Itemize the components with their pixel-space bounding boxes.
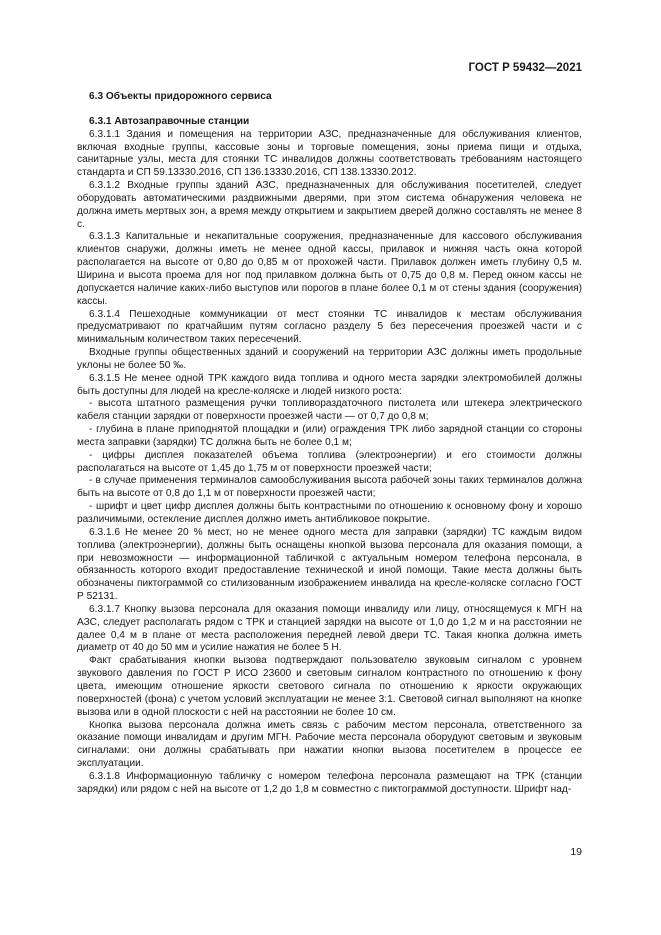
paragraph: 6.3.1.6 Не менее 20 % мест, но не менее одного места для заправки (зарядки) ТС каждым видом топлива (электроэнергии), должны быть оснащены кнопкой вызова персонала для оказания помощи, а при невозможности — информационной табличкой с актуальным номером телефона персонала, в обязанность которого входит предоставление технической и иной помощи. Такие места должны быть обозначены пиктограммой со стилизованным изображением инвалида на кресле-коляске согласно ГОСТ Р 52131. [77, 526, 582, 603]
paragraph: 6.3.1.8 Информационную табличку с номером телефона персонала размещают на ТРК (станции зарядки) или рядом с ней на высоте от 1,2 до 1,8 м совместно с пиктограммой доступности. Шрифт над- [77, 770, 582, 795]
document-id-header: ГОСТ Р 59432—2021 [468, 62, 582, 74]
list-item: - шрифт и цвет цифр дисплея должны быть контрастными по отношению к основному фону и хорошо различимыми, остекление дисплея должно иметь антибликовое покрытие. [77, 501, 582, 525]
paragraph: 6.3.1.5 Не менее одной ТРК каждого вида топлива и одного места зарядки электромобилей должны быть доступны для людей на кресле-коляске и людей низкого роста: [77, 372, 582, 397]
page-number: 19 [570, 846, 582, 858]
subsection-title: 6.3.1 Автозаправочные станции [89, 115, 250, 127]
paragraph: 6.3.1.2 Входные группы зданий АЗС, предназначенных для обслуживания посетителей, следует оборудовать автоматическими раздвижными дверями, при этом система обнаружения человека не должна иметь мертвых зон, а время между открытием и закрытием дверей должно составлять не менее 8 с. [77, 180, 582, 230]
list-item: - высота штатного размещения ручки топливораздаточного пистолета или штекера электрического кабеля станции зарядки от поверхности проезжей части — от 0,7 до 0,8 м; [77, 398, 582, 423]
section-title: 6.3 Объекты придорожного сервиса [89, 91, 272, 102]
paragraph: 6.3.1.3 Капитальные и некапитальные сооружения, предназначенные для кассового обслуживания клиентов снаружи, должны иметь не менее одной кассы, прилавок и нижняя часть окна которой располагается на высоте от 0,80 до 0,85 м от прохожей части. Прилавок должен иметь глубину 0,5 м. Ширина и высота проема для ног под прилавком должна быть от 0,75 до 0,8 м. Перед окном кассы не допускается наличие каких-либо выступов или порогов в плане более 0,1 м от стены здания (сооружения) кассы. [77, 231, 582, 307]
paragraph: Входные группы общественных зданий и сооружений на территории АЗС должны иметь продольные уклоны не более 50 ‰. [77, 347, 582, 371]
document-body [77, 90, 582, 797]
paragraph: 6.3.1.7 Кнопку вызова персонала для оказания помощи инвалиду или лицу, относящемуся к МГН на АЗС, следует располагать рядом с ТРК и станцией зарядки на высоте от 1,0 до 1,2 м и на расстоянии не далее 0,4 м в плане от места расположения передней левой двери ТС. Такая кнопка должна иметь диаметр от 40 до 50 мм и усилие нажатия не более 5 Н. [77, 603, 582, 654]
paragraph: Кнопка вызова персонала должна иметь связь с рабочим местом персонала, ответственного за оказание помощи инвалидам и другим МГН. Рабочие места персонала оборудуют световым и звуковым сигналами: они должны срабатывать при нажатии кнопки вызова посетителем в процессе ее эксплуатации. [77, 719, 582, 770]
paragraph: 6.3.1.1 Здания и помещения на территории АЗС, предназначенные для обслуживания клиентов, включая входные группы, кассовые зоны и торговые помещения, зоны приема пищи и отдыха, санитарные узлы, места для стоянки ТС инвалидов должны соответствовать требованиям настоящего стандарта и СП 59.13330.2016, СП 136.13330.2016, СП 138.13330.2012. [77, 128, 582, 179]
list-item: - глубина в плане приподнятой площадки и (или) ограждения ТРК либо зарядной станции со стороны места заправки (зарядки) ТС должна быть не более 0,1 м; [77, 424, 582, 448]
paragraph: Факт срабатывания кнопки вызова подтверждают пользователю звуковым сигналом с уровнем звукового давления по ГОСТ Р ИСО 23600 и световым сигналом контрастного по отношению к фону цвета, имеющим отношение яркости светового сигнала по отношению к яркости окружающих поверхностей (фона) с учетом условий эксплуатации не менее 3:1. Световой сигнал выполняют на кнопке вызова или в одной плоскости с ней на расстоянии не более 10 см. [77, 655, 582, 718]
list-item: - цифры дисплея показателей объема топлива (электроэнергии) и его стоимости должны располагаться на высоте от 1,45 до 1,75 м от поверхности проезжей части; [77, 449, 582, 474]
list-item: - в случае применения терминалов самообслуживания высота рабочей зоны таких терминалов должна быть на высоте от 0,8 до 1,1 м от поверхности проезжей части; [77, 475, 582, 500]
paragraph: 6.3.1.4 Пешеходные коммуникации от мест стоянки ТС инвалидов к местам обслуживания предусматривают по кратчайшим путям согласно разделу 5 без пересечения проезжей части и с минимальным количеством таких пересечений. [77, 308, 582, 346]
